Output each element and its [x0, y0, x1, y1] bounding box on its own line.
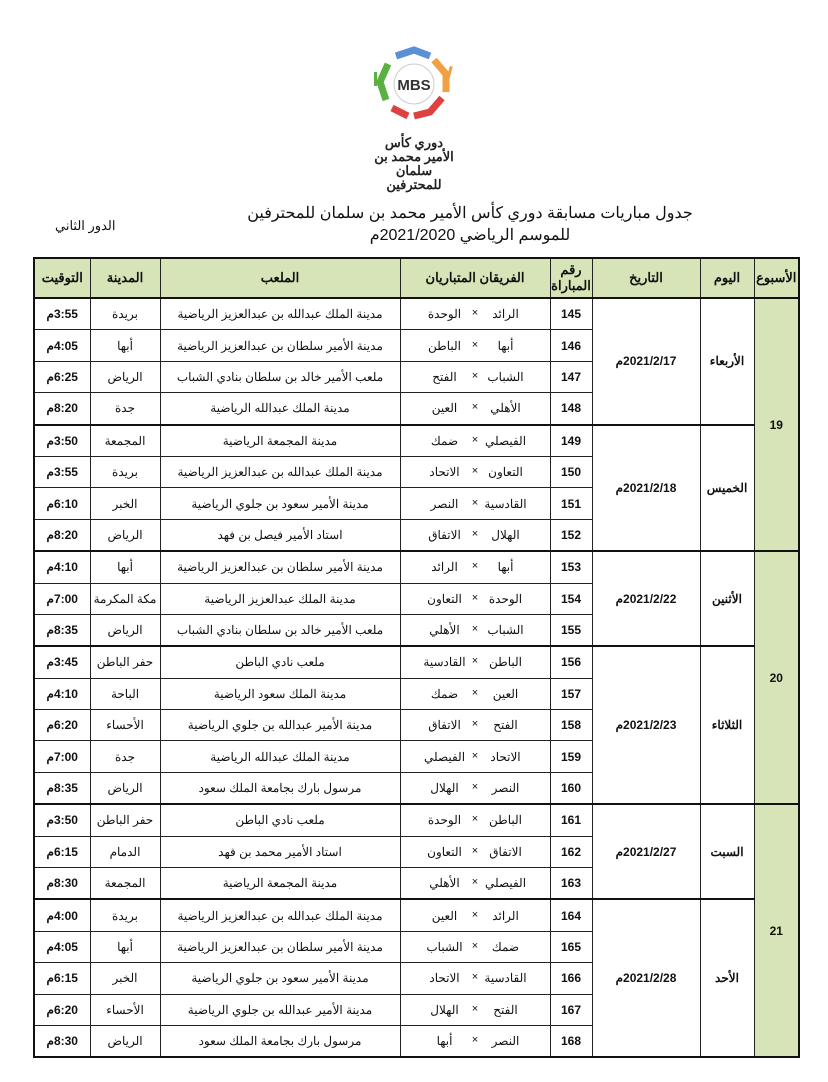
- teams-cell: [400, 519, 550, 551]
- home-team: الشباب: [487, 369, 524, 384]
- teams-cell: [400, 614, 550, 646]
- time-cell: 6:10م: [34, 488, 90, 519]
- day-cell: السبت: [700, 804, 754, 899]
- stadium-cell: ملعب نادي الباطن: [160, 804, 400, 836]
- teams-cell: [400, 678, 550, 709]
- versus-symbol: ×: [471, 433, 479, 446]
- home-team: الوحدة: [488, 591, 523, 606]
- logo-text-line: الأمير محمد بن سلمان: [374, 149, 454, 178]
- header-day: اليوم: [700, 258, 754, 298]
- header-match-number: رقم المباراة: [550, 258, 592, 298]
- stadium-cell: مدينة الأمير عبدالله بن جلوي الرياضية: [160, 710, 400, 741]
- away-team: الشباب: [426, 940, 463, 954]
- match-number-cell: 150: [550, 456, 592, 487]
- city-cell: المجمعة: [90, 868, 160, 900]
- table-row: [34, 298, 799, 330]
- teams-cell: [400, 741, 550, 772]
- document-title: [200, 203, 740, 247]
- week-cell: 21: [754, 804, 799, 1057]
- round-label: الدور الثاني: [55, 218, 116, 233]
- time-cell: 7:00م: [34, 583, 90, 614]
- city-cell: بريدة: [90, 456, 160, 487]
- away-team: الرائد: [431, 560, 458, 575]
- schedule-table: [33, 257, 800, 1058]
- home-team: القادسية: [484, 971, 527, 986]
- home-team: الفتح: [493, 718, 518, 733]
- away-team: الاتفاق: [428, 718, 461, 733]
- date-cell: 2021/2/17م: [592, 298, 700, 425]
- versus-symbol: ×: [471, 1034, 479, 1047]
- teams-cell: [400, 583, 550, 614]
- versus-symbol: ×: [471, 307, 479, 320]
- match-number-cell: 162: [550, 836, 592, 867]
- city-cell: الرياض: [90, 772, 160, 804]
- teams-cell: [400, 361, 550, 392]
- teams-cell: [400, 963, 550, 994]
- away-team: القادسية: [423, 655, 466, 670]
- city-cell: المجمعة: [90, 425, 160, 457]
- stadium-cell: ملعب الأمير خالد بن سلطان بنادي الشباب: [160, 614, 400, 646]
- home-team: الباطن: [489, 813, 522, 828]
- stadium-cell: مرسول بارك بجامعة الملك سعود: [160, 1025, 400, 1057]
- stadium-cell: مدينة الأمير سلطان بن عبدالعزيز الرياضية: [160, 551, 400, 583]
- away-team: النصر: [430, 496, 459, 511]
- match-number-cell: 158: [550, 710, 592, 741]
- versus-symbol: ×: [471, 465, 479, 478]
- teams-cell: [400, 710, 550, 741]
- away-team: التعاون: [427, 591, 462, 606]
- stadium-cell: مدينة الأمير سعود بن جلوي الرياضية: [160, 963, 400, 994]
- teams-cell: [400, 994, 550, 1025]
- teams-cell: [400, 488, 550, 519]
- away-team: الهلال: [430, 781, 459, 796]
- stadium-cell: مدينة الملك سعود الرياضية: [160, 678, 400, 709]
- away-team: الفيصلي: [423, 749, 466, 764]
- time-cell: 6:20م: [34, 994, 90, 1025]
- away-team: العين: [431, 401, 458, 416]
- header-city: المدينة: [90, 258, 160, 298]
- match-number-cell: 168: [550, 1025, 592, 1057]
- home-team: الباطن: [489, 655, 522, 670]
- match-number-cell: 145: [550, 298, 592, 330]
- match-number-cell: 153: [550, 551, 592, 583]
- date-cell: 2021/2/28م: [592, 899, 700, 1057]
- match-number-cell: 156: [550, 646, 592, 678]
- match-number-cell: 151: [550, 488, 592, 519]
- home-team: الفيصلي: [484, 433, 527, 448]
- match-number-cell: 160: [550, 772, 592, 804]
- away-team: الاتحاد: [429, 971, 460, 986]
- day-cell: الأثنين: [700, 551, 754, 646]
- versus-symbol: ×: [471, 591, 479, 604]
- away-team: الباطن: [428, 338, 461, 353]
- city-cell: بريدة: [90, 298, 160, 330]
- city-cell: جدة: [90, 741, 160, 772]
- stadium-cell: مدينة الملك عبدالله الرياضية: [160, 393, 400, 425]
- time-cell: 7:00م: [34, 741, 90, 772]
- stadium-cell: مدينة الملك عبدالله الرياضية: [160, 741, 400, 772]
- city-cell: الرياض: [90, 614, 160, 646]
- stadium-cell: مدينة الأمير سعود بن جلوي الرياضية: [160, 488, 400, 519]
- time-cell: 3:45م: [34, 646, 90, 678]
- match-number-cell: 148: [550, 393, 592, 425]
- city-cell: الدمام: [90, 836, 160, 867]
- table-row: [34, 646, 799, 678]
- match-number-cell: 152: [550, 519, 592, 551]
- match-number-cell: 157: [550, 678, 592, 709]
- time-cell: 6:15م: [34, 836, 90, 867]
- time-cell: 8:35م: [34, 614, 90, 646]
- time-cell: 4:05م: [34, 330, 90, 361]
- versus-symbol: ×: [471, 908, 479, 921]
- city-cell: الأحساء: [90, 994, 160, 1025]
- time-cell: 6:20م: [34, 710, 90, 741]
- svg-text:MBS: MBS: [397, 77, 431, 94]
- logo-mark-icon: [366, 36, 462, 132]
- teams-cell: [400, 298, 550, 330]
- versus-symbol: ×: [471, 496, 479, 509]
- time-cell: 8:30م: [34, 1025, 90, 1057]
- table-row: [34, 551, 799, 583]
- day-cell: الخميس: [700, 425, 754, 552]
- home-team: القادسية: [484, 496, 527, 511]
- header-week: الأسبوع: [754, 258, 799, 298]
- home-team: أبها: [497, 338, 514, 353]
- table-row: [34, 899, 799, 931]
- stadium-cell: مدينة المجمعة الرياضية: [160, 425, 400, 457]
- versus-symbol: ×: [471, 749, 479, 762]
- match-number-cell: 159: [550, 741, 592, 772]
- match-number-cell: 147: [550, 361, 592, 392]
- versus-symbol: ×: [471, 527, 479, 540]
- versus-symbol: ×: [471, 686, 479, 699]
- date-cell: 2021/2/22م: [592, 551, 700, 646]
- city-cell: بريدة: [90, 899, 160, 931]
- versus-symbol: ×: [471, 940, 479, 952]
- stadium-cell: استاد الأمير فيصل بن فهد: [160, 519, 400, 551]
- city-cell: الخبر: [90, 963, 160, 994]
- title-line-2: للموسم الرياضي 2021/2020م: [369, 227, 571, 244]
- home-team: الاتحاد: [490, 749, 521, 764]
- table-row: [34, 425, 799, 457]
- stadium-cell: مدينة الملك عبدالله بن عبدالعزيز الرياضية: [160, 456, 400, 487]
- match-number-cell: 154: [550, 583, 592, 614]
- home-team: النصر: [491, 1034, 520, 1049]
- away-team: الوحدة: [427, 813, 462, 828]
- stadium-cell: مدينة الملك عبدالله بن عبدالعزيز الرياضية: [160, 298, 400, 330]
- header-time: التوقيت: [34, 258, 90, 298]
- match-number-cell: 167: [550, 994, 592, 1025]
- logo-text-line: دوري كأس: [384, 135, 444, 150]
- stadium-cell: مدينة الأمير سلطان بن عبدالعزيز الرياضية: [160, 931, 400, 962]
- table-row: [34, 804, 799, 836]
- time-cell: 8:30م: [34, 868, 90, 900]
- teams-cell: [400, 804, 550, 836]
- versus-symbol: ×: [471, 876, 479, 889]
- home-team: الشباب: [487, 623, 524, 638]
- away-team: التعاون: [427, 844, 462, 859]
- time-cell: 6:15م: [34, 963, 90, 994]
- stadium-cell: مدينة المجمعة الرياضية: [160, 868, 400, 900]
- city-cell: الرياض: [90, 361, 160, 392]
- date-cell: 2021/2/23م: [592, 646, 700, 804]
- teams-cell: [400, 772, 550, 804]
- away-team: الأهلي: [429, 623, 460, 638]
- teams-cell: [400, 456, 550, 487]
- time-cell: 8:20م: [34, 393, 90, 425]
- week-cell: 19: [754, 298, 799, 551]
- city-cell: جدة: [90, 393, 160, 425]
- away-team: الأهلي: [429, 876, 460, 891]
- home-team: الفتح: [493, 1002, 518, 1017]
- stadium-cell: مرسول بارك بجامعة الملك سعود: [160, 772, 400, 804]
- home-team: الأهلي: [490, 401, 521, 416]
- match-number-cell: 149: [550, 425, 592, 457]
- versus-symbol: ×: [471, 844, 479, 857]
- time-cell: 3:50م: [34, 804, 90, 836]
- match-number-cell: 163: [550, 868, 592, 900]
- home-team: الهلال: [491, 527, 520, 542]
- teams-cell: [400, 393, 550, 425]
- versus-symbol: ×: [471, 560, 479, 573]
- city-cell: حفر الباطن: [90, 804, 160, 836]
- teams-cell: [400, 836, 550, 867]
- teams-cell: [400, 1025, 550, 1057]
- header-teams: الفريقان المتباريان: [400, 258, 550, 298]
- teams-cell: [400, 330, 550, 361]
- away-team: الاتفاق: [428, 527, 461, 542]
- league-logo: [355, 36, 473, 192]
- away-team: العين: [431, 908, 458, 923]
- home-team: الرائد: [492, 908, 519, 923]
- title-line-1: جدول مباريات مسابقة دوري كأس الأمير محمد بن سلمان للمحترفين: [247, 205, 693, 222]
- teams-cell: [400, 425, 550, 457]
- home-team: ضمك: [491, 940, 520, 954]
- teams-cell: [400, 551, 550, 583]
- date-cell: 2021/2/27م: [592, 804, 700, 899]
- time-cell: 4:10م: [34, 678, 90, 709]
- versus-symbol: ×: [471, 1002, 479, 1015]
- match-number-cell: 155: [550, 614, 592, 646]
- stadium-cell: ملعب نادي الباطن: [160, 646, 400, 678]
- versus-symbol: ×: [471, 623, 479, 636]
- teams-cell: [400, 646, 550, 678]
- stadium-cell: مدينة الملك عبدالله بن عبدالعزيز الرياضية: [160, 899, 400, 931]
- time-cell: 4:10م: [34, 551, 90, 583]
- versus-symbol: ×: [471, 971, 479, 984]
- home-team: الاتفاق: [489, 844, 522, 859]
- versus-symbol: ×: [471, 369, 479, 382]
- city-cell: أبها: [90, 330, 160, 361]
- stadium-cell: ملعب الأمير خالد بن سلطان بنادي الشباب: [160, 361, 400, 392]
- away-team: أبها: [436, 1034, 453, 1049]
- city-cell: مكة المكرمة: [90, 583, 160, 614]
- city-cell: الرياض: [90, 519, 160, 551]
- match-number-cell: 166: [550, 963, 592, 994]
- away-team: الهلال: [430, 1002, 459, 1017]
- home-team: الفيصلي: [484, 876, 527, 891]
- away-team: ضمك: [430, 433, 459, 448]
- header-date: التاريخ: [592, 258, 700, 298]
- time-cell: 8:20م: [34, 519, 90, 551]
- versus-symbol: ×: [471, 781, 479, 794]
- week-cell: 20: [754, 551, 799, 804]
- stadium-cell: استاد الأمير محمد بن فهد: [160, 836, 400, 867]
- versus-symbol: ×: [471, 813, 479, 826]
- stadium-cell: مدينة الأمير عبدالله بن جلوي الرياضية: [160, 994, 400, 1025]
- teams-cell: [400, 899, 550, 931]
- city-cell: الأحساء: [90, 710, 160, 741]
- away-team: ضمك: [430, 686, 459, 701]
- city-cell: الرياض: [90, 1025, 160, 1057]
- day-cell: الأحد: [700, 899, 754, 1057]
- stadium-cell: مدينة الملك عبدالعزيز الرياضية: [160, 583, 400, 614]
- time-cell: 4:00م: [34, 899, 90, 931]
- header-stadium: الملعب: [160, 258, 400, 298]
- city-cell: أبها: [90, 551, 160, 583]
- time-cell: 3:50م: [34, 425, 90, 457]
- date-cell: 2021/2/18م: [592, 425, 700, 552]
- teams-cell: [400, 868, 550, 900]
- match-number-cell: 165: [550, 931, 592, 962]
- match-number-cell: 146: [550, 330, 592, 361]
- time-cell: 3:55م: [34, 298, 90, 330]
- home-team: أبها: [497, 560, 514, 575]
- city-cell: الخبر: [90, 488, 160, 519]
- match-number-cell: 164: [550, 899, 592, 931]
- day-cell: الأربعاء: [700, 298, 754, 425]
- match-number-cell: 161: [550, 804, 592, 836]
- city-cell: حفر الباطن: [90, 646, 160, 678]
- logo-text-line: للمحترفين: [386, 177, 442, 192]
- away-team: الفتح: [432, 369, 457, 384]
- time-cell: 6:25م: [34, 361, 90, 392]
- versus-symbol: ×: [471, 718, 479, 731]
- city-cell: الباحة: [90, 678, 160, 709]
- versus-symbol: ×: [471, 655, 479, 668]
- stadium-cell: مدينة الأمير سلطان بن عبدالعزيز الرياضية: [160, 330, 400, 361]
- versus-symbol: ×: [471, 401, 479, 414]
- home-team: العين: [492, 686, 519, 701]
- home-team: النصر: [491, 781, 520, 796]
- time-cell: 4:05م: [34, 931, 90, 962]
- time-cell: 8:35م: [34, 772, 90, 804]
- day-cell: الثلاثاء: [700, 646, 754, 804]
- home-team: الرائد: [492, 307, 519, 322]
- teams-cell: [400, 931, 550, 962]
- away-team: الوحدة: [427, 307, 462, 322]
- away-team: الاتحاد: [429, 465, 460, 480]
- versus-symbol: ×: [471, 338, 479, 351]
- home-team: التعاون: [488, 465, 523, 480]
- time-cell: 3:55م: [34, 456, 90, 487]
- city-cell: أبها: [90, 931, 160, 962]
- header-row: [34, 258, 799, 298]
